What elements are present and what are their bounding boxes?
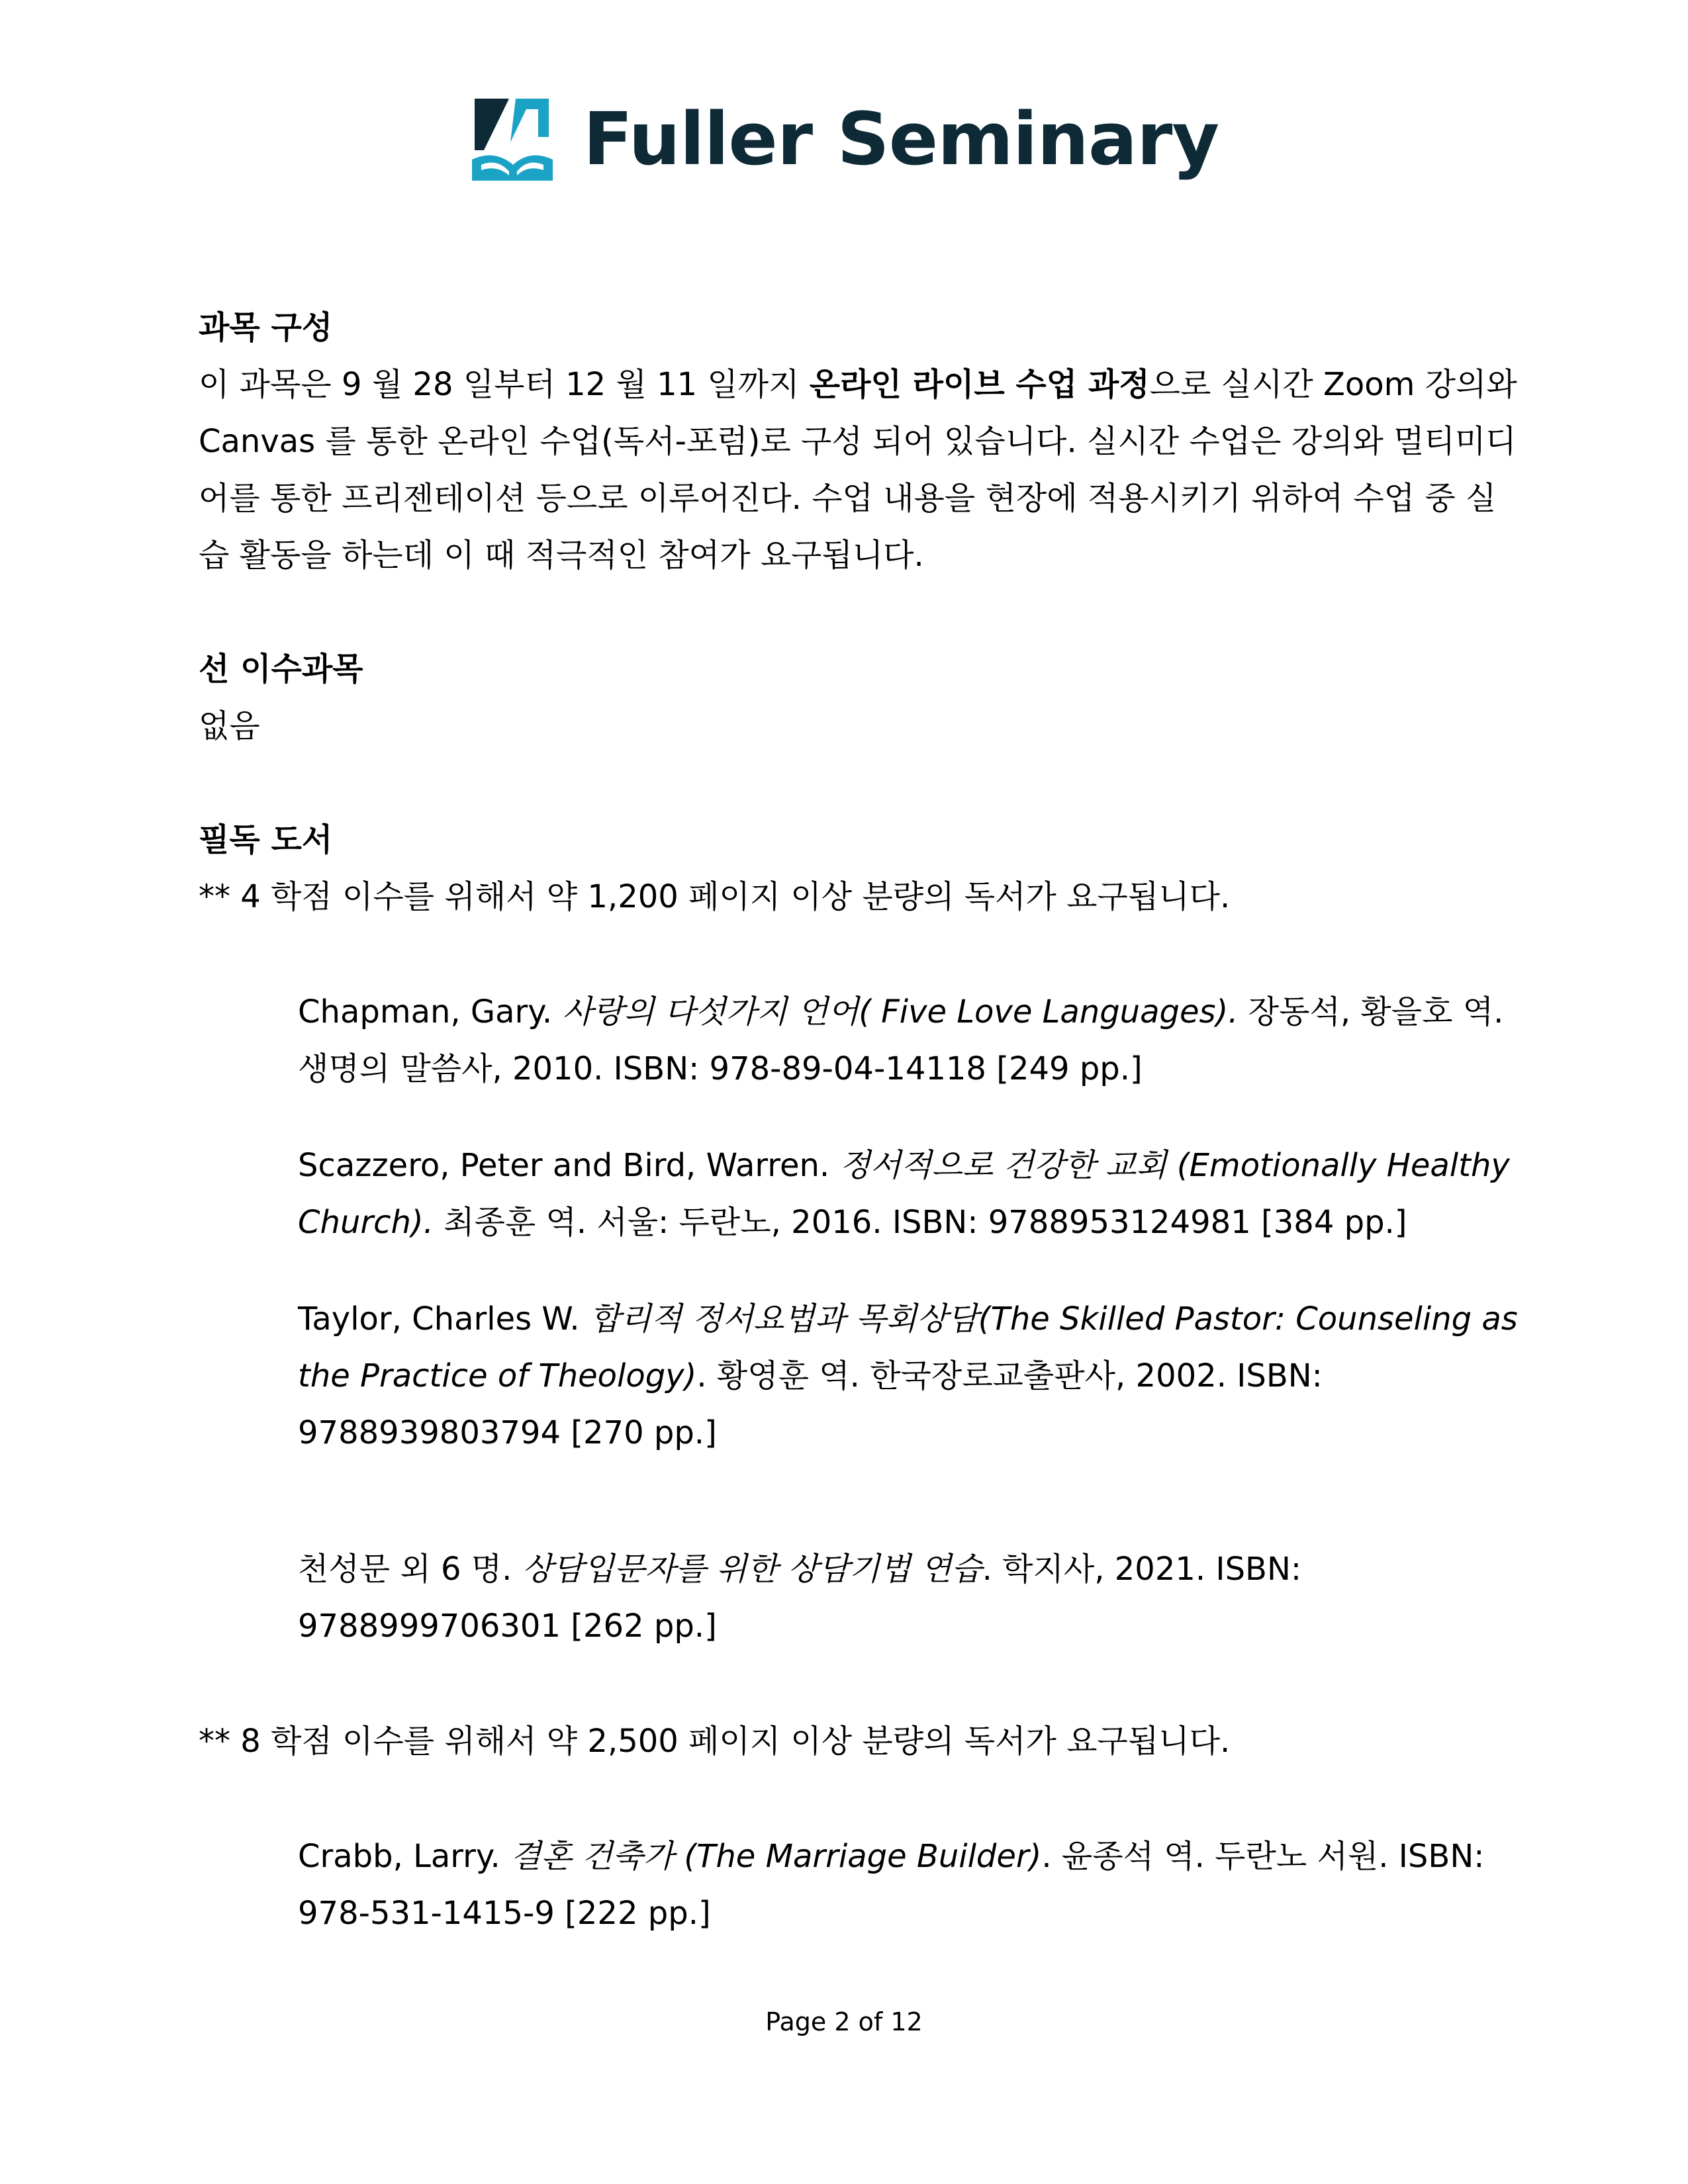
document-body: [199, 299, 1523, 1942]
prerequisites-text: 없음: [199, 707, 260, 745]
list-item: 천성문 외 6 명. 상담입문자를 위한 상담기법 연습. 학지사, 2021. ISBN: 9788999706301 [262 pp.]: [298, 1551, 1302, 1645]
course-structure-paragraph: 이 과목은 9 월 28 일부터 12 월 11 일까지 온라인 라이브 수업 과정으로 실시간 Zoom 강의와 Canvas 를 통한 온라인 수업(독서-포럼)로 구성 되어 있습니다. 실시간 수업은 강의와 멀티미디어를 통한 프리젠테이션 등으로 이루어진다. 수업 내용을 현장에 적용시키기 위하여 수업 중 실습 활동을 하는데 이 때 적극적인 참여가 요구됩니다.: [199, 366, 1517, 574]
page-number: Page 2 of 12: [765, 2007, 923, 2036]
reading-list-8-credits: [298, 1828, 1523, 1942]
list-item: Taylor, Charles W. 합리적 정서요법과 목회상담(The Skilled Pastor: Counseling as the Practice of Theology). 황영훈 역. 한국장로교출판사, 2002. ISBN: 9788939803794 [270 pp.]: [298, 1300, 1518, 1451]
section-heading-required-reading: 필독 도서: [199, 821, 333, 858]
open-book-logo-icon: [469, 96, 555, 182]
section-heading-course-structure: 과목 구성: [199, 309, 333, 346]
reading-note-4-credits: ** 4 학점 이수를 위해서 약 1,200 페이지 이상 분량의 독서가 요구됩니다.: [199, 878, 1231, 915]
reading-note-8-credits: ** 8 학점 이수를 위해서 약 2,500 페이지 이상 분량의 독서가 요구됩니다.: [199, 1723, 1231, 1760]
online-live-course-emphasis: 온라인 라이브 수업 과정: [809, 366, 1150, 403]
logo-wordmark: Fuller Seminary: [583, 97, 1219, 181]
page-header: [0, 93, 1688, 185]
list-item: Scazzero, Peter and Bird, Warren. 정서적으로 건강한 교회 (Emotionally Healthy Church). 최종훈 역. 서울: 두란노, 2016. ISBN: 9788953124981 [384 pp.]: [298, 1147, 1510, 1241]
list-item: Chapman, Gary. 사랑의 다섯가지 언어( Five Love Languages). 장동석, 황을호 역. 생명의 말씀사, 2010. ISBN: 978-89-04-14118 [249 pp.]: [298, 993, 1504, 1087]
section-heading-prerequisites: 선 이수과목: [199, 651, 363, 688]
list-item: Crabb, Larry. 결혼 건축가 (The Marriage Builder). 윤종석 역. 두란노 서원. ISBN: 978-531-1415-9 [222 pp.]: [298, 1838, 1485, 1932]
reading-list-4-credits: [298, 983, 1523, 1655]
